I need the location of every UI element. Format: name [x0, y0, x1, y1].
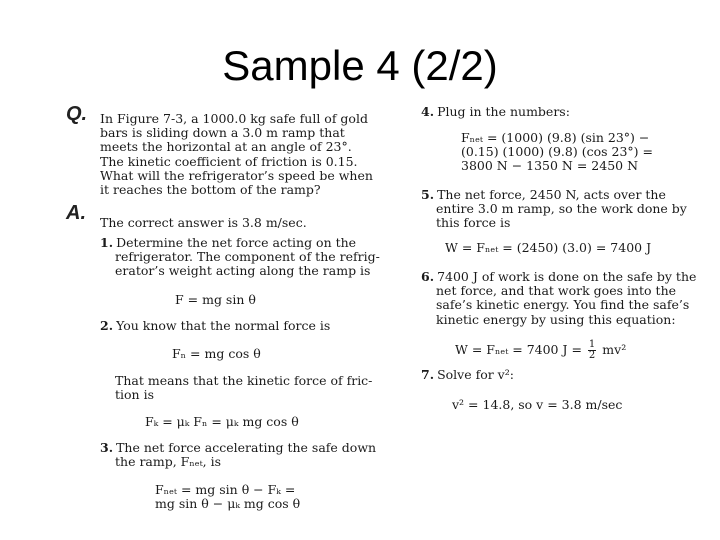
equation-part: W = Fₙₑₜ = 7400 J =: [455, 342, 582, 357]
equation: [455, 340, 626, 361]
step-3: [100, 441, 376, 469]
step-6: [421, 270, 696, 327]
step-number: 1.: [100, 235, 114, 250]
question-line: In Figure 7-3, a 1000.0 kg safe full of gold: [100, 111, 368, 126]
step-line: The net force accelerating the safe down: [116, 440, 377, 455]
step-number: 5.: [421, 187, 435, 202]
step-line: That means that the kinetic force of fric-: [115, 373, 373, 388]
step-line: the ramp, Fₙₑₜ, is: [115, 454, 222, 470]
equation: Fₖ = μₖ Fₙ = μₖ mg cos θ: [145, 414, 299, 429]
equation-line: 3800 N − 1350 N = 2450 N: [461, 158, 639, 174]
step-7: [421, 368, 514, 382]
equation: [155, 483, 300, 511]
step-line: safe’s kinetic energy. You find the safe’s: [436, 297, 690, 313]
answer-marker: A.: [66, 202, 86, 224]
step-number: 4.: [421, 104, 435, 119]
equation: [461, 131, 653, 174]
step-line: net force, and that work goes into the: [436, 283, 677, 299]
step-number: 6.: [421, 269, 435, 284]
equation: Fₙ = mg cos θ: [172, 346, 261, 361]
fraction: [588, 340, 596, 361]
step-line: erator’s weight acting along the ramp is: [115, 263, 371, 279]
step-number: 3.: [100, 440, 114, 455]
question-line: bars is sliding down a 3.0 m ramp that: [100, 125, 345, 141]
step-line: Plug in the numbers:: [437, 104, 570, 119]
step-line: The net force, 2450 N, acts over the: [437, 187, 666, 202]
step-line: Solve for v²:: [437, 367, 514, 382]
fraction-numerator: 1: [588, 339, 596, 350]
equation-part: mv²: [602, 342, 627, 357]
step-line: kinetic energy by using this equation:: [436, 311, 676, 327]
equation-line: Fₙₑₜ = mg sin θ − Fₖ =: [155, 482, 296, 497]
fraction-denominator: 2: [588, 350, 596, 361]
answer-intro: The correct answer is 3.8 m/sec.: [100, 215, 307, 230]
step-number: 7.: [421, 367, 435, 382]
step-line: 7400 J of work is done on the safe by the: [437, 269, 697, 284]
step-1: [100, 236, 380, 279]
question-line: The kinetic coefficient of friction is 0.15.: [100, 153, 358, 169]
equation-line: mg sin θ − μₖ mg cos θ: [155, 496, 301, 512]
step-line: refrigerator. The component of the refrig-: [115, 249, 380, 265]
step-number: 2.: [100, 318, 114, 333]
question-line: meets the horizontal at an angle of 23°.: [100, 139, 352, 155]
equation: W = Fₙₑₜ = (2450) (3.0) = 7400 J: [445, 240, 652, 255]
equation-line: Fₙₑₜ = (1000) (9.8) (sin 23°) −: [461, 130, 650, 145]
question-line: What will the refrigerator’s speed be when: [100, 167, 373, 183]
step-2-follow: [115, 374, 372, 402]
step-line: Determine the net force acting on the: [116, 235, 357, 250]
equation: v² = 14.8, so v = 3.8 m/sec: [452, 397, 623, 412]
step-line: tion is: [115, 387, 154, 403]
question-text: [100, 112, 373, 197]
step-2: [100, 319, 330, 333]
equation-line: (0.15) (1000) (9.8) (cos 23°) =: [461, 144, 653, 160]
step-line: this force is: [436, 215, 511, 231]
step-line: You know that the normal force is: [116, 318, 331, 333]
slide-title: Sample 4 (2/2): [222, 42, 498, 89]
step-5: [421, 188, 687, 231]
question-line: it reaches the bottom of the ramp?: [100, 182, 321, 198]
step-line: entire 3.0 m ramp, so the work done by: [436, 201, 687, 217]
equation: F = mg sin θ: [175, 292, 256, 307]
step-4: [421, 105, 570, 119]
question-marker: Q.: [66, 103, 88, 125]
